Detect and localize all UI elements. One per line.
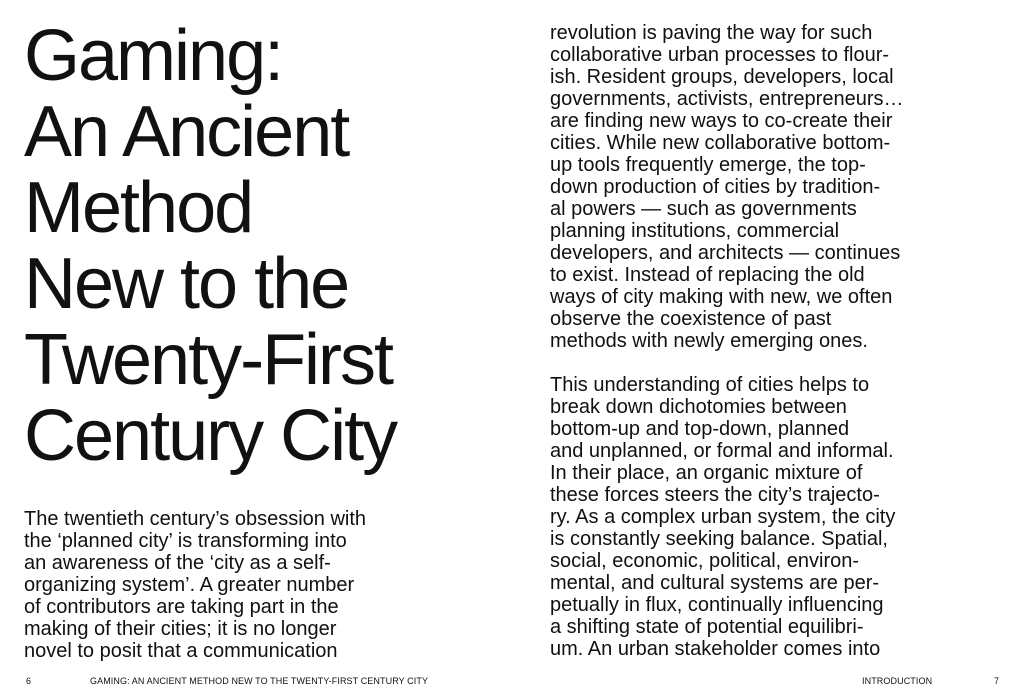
text-line: making of their cities; it is no longer	[24, 618, 337, 640]
text-line: novel to posit that a communication	[24, 640, 338, 662]
text-line: collaborative urban processes to flour-	[550, 44, 890, 66]
text-line: The twentieth century’s obsession with	[24, 508, 367, 530]
title-line: Twenty-First	[24, 320, 393, 400]
text-line: bottom-up and top-down, planned	[550, 418, 850, 440]
text-line: down production of cities by tradition-	[550, 176, 881, 198]
text-line: an awareness of the ‘city as a self-	[24, 552, 331, 574]
text-line: are finding new ways to co-create their	[550, 110, 893, 132]
text-line: ways of city making with new, we often	[550, 286, 893, 308]
title-line: New to the	[24, 244, 349, 324]
title-line: Century City	[24, 396, 397, 476]
text-line: petually in flux, continually influencing	[550, 594, 884, 616]
text-line: up tools frequently emerge, the top-	[550, 154, 866, 176]
text-line: revolution is paving the way for such	[550, 22, 873, 44]
text-line: planning institutions, commercial	[550, 220, 840, 242]
text-line: um. An urban stakeholder comes into	[550, 638, 881, 660]
text-line: social, economic, political, environ-	[550, 550, 860, 572]
text-line: This understanding of cities helps to	[550, 374, 870, 396]
page-number-left: 6	[26, 676, 32, 686]
text-line: break down dichotomies between	[550, 396, 847, 418]
text-line: to exist. Instead of replacing the old	[550, 264, 865, 286]
right-body-text	[550, 22, 950, 660]
paragraph-gap	[550, 352, 950, 374]
text-line: al powers — such as governments	[550, 198, 857, 220]
text-line: of contributors are taking part in the	[24, 596, 339, 618]
text-line: cities. While new collaborative bottom-	[550, 132, 891, 154]
text-line: ry. As a complex urban system, the city	[550, 506, 896, 528]
text-line: and unplanned, or formal and informal.	[550, 440, 894, 462]
text-line: these forces steers the city’s trajecto-	[550, 484, 880, 506]
left-body-text	[24, 508, 494, 662]
title-line: Gaming:	[24, 16, 283, 96]
text-line: methods with newly emerging ones.	[550, 330, 868, 352]
running-head-right: INTRODUCTION	[862, 676, 933, 686]
text-line: the ‘planned city’ is transforming into	[24, 530, 347, 552]
text-line: organizing system’. A greater number	[24, 574, 355, 596]
text-line: governments, activists, entrepreneurs…	[550, 88, 904, 110]
paragraph-2	[550, 374, 950, 660]
text-line: a shifting state of potential equilibri-	[550, 616, 864, 638]
paragraph-1	[550, 22, 950, 352]
title-line: Method	[24, 168, 253, 248]
running-head-left: GAMING: AN ANCIENT METHOD NEW TO THE TWENTY-FIRST CENTURY CITY	[90, 676, 429, 686]
text-line: observe the coexistence of past	[550, 308, 832, 330]
text-line: mental, and cultural systems are per-	[550, 572, 880, 594]
text-line: is constantly seeking balance. Spatial,	[550, 528, 888, 550]
text-line: ish. Resident groups, developers, local	[550, 66, 894, 88]
page-number-right: 7	[994, 676, 1000, 686]
title-line: An Ancient	[24, 92, 349, 172]
text-line: In their place, an organic mixture of	[550, 462, 863, 484]
text-line: developers, and architects — continues	[550, 242, 901, 264]
chapter-title	[24, 18, 504, 474]
